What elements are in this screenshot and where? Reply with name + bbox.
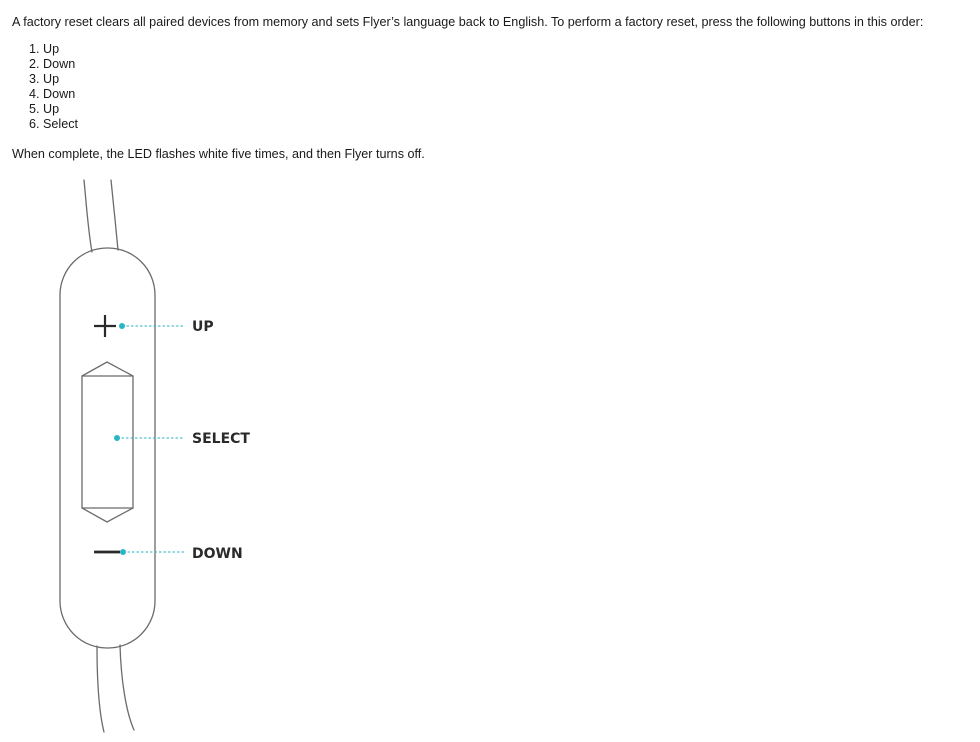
- step-item: 1. Up: [43, 42, 78, 57]
- step-item: 3. Up: [43, 72, 78, 87]
- step-item: 4. Down: [43, 87, 78, 102]
- down-label: DOWN: [192, 546, 243, 562]
- reset-steps-list: [22, 42, 78, 132]
- cable-bottom-right: [120, 645, 134, 730]
- up-callout-dot: [119, 323, 125, 329]
- up-label: UP: [192, 319, 214, 335]
- step-item: 5. Up: [43, 102, 78, 117]
- select-label: SELECT: [192, 431, 250, 447]
- step-item: 6. Select: [43, 117, 78, 132]
- intro-paragraph: A factory reset clears all paired devices from memory and sets Flyer’s language back to English. To perform a factory reset, press the following buttons in this order:: [12, 15, 924, 29]
- cable-top-left: [84, 180, 92, 252]
- select-button-caps: [82, 376, 133, 508]
- select-button-outline: [82, 362, 133, 522]
- plus-icon: [94, 315, 116, 337]
- select-callout-dot: [114, 435, 120, 441]
- cable-top-right: [111, 180, 118, 250]
- completion-note: When complete, the LED flashes white five times, and then Flyer turns off.: [12, 147, 425, 161]
- step-item: 2. Down: [43, 57, 78, 72]
- cable-bottom-left: [97, 646, 104, 732]
- down-callout-dot: [120, 549, 126, 555]
- remote-body: [60, 248, 155, 648]
- remote-control-diagram: [0, 170, 300, 742]
